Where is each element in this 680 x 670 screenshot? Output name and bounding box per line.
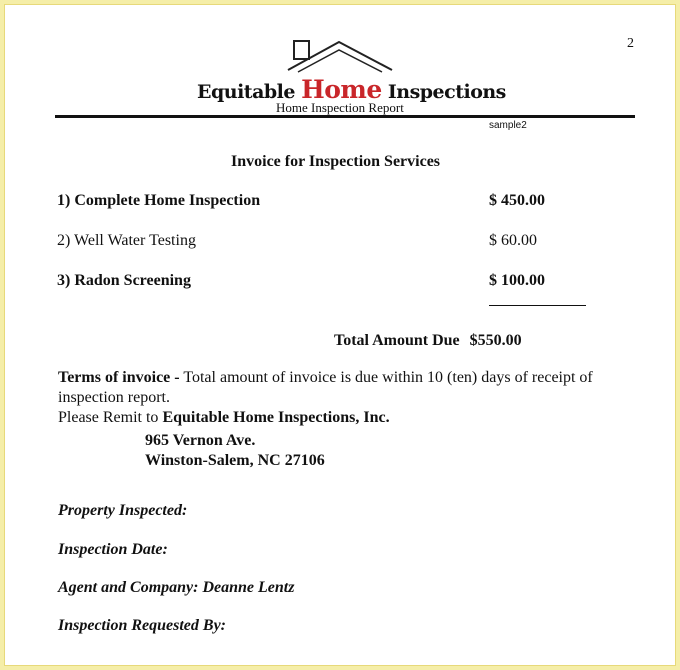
house-logo-icon bbox=[284, 38, 400, 74]
sample-label: sample2 bbox=[489, 120, 527, 131]
document-page bbox=[4, 4, 676, 666]
line-item-amount: $ 60.00 bbox=[489, 232, 537, 249]
header-divider bbox=[55, 115, 635, 118]
field-property-inspected: Property Inspected: bbox=[58, 502, 188, 519]
page-number: 2 bbox=[627, 36, 634, 51]
remit-company: Equitable Home Inspections, Inc. bbox=[162, 409, 390, 426]
field-requested-by: Inspection Requested By: bbox=[58, 617, 226, 634]
total-amount-due bbox=[334, 332, 522, 350]
line-item-description: 1) Complete Home Inspection bbox=[57, 192, 261, 209]
line-item-amount: $ 450.00 bbox=[489, 192, 545, 209]
total-value: $550.00 bbox=[469, 332, 522, 349]
terms-label: Terms of invoice - bbox=[58, 369, 180, 386]
total-label: Total Amount Due bbox=[334, 332, 460, 349]
logo-text-home: Home bbox=[301, 75, 382, 104]
terms-text: Total amount of invoice is due within 10 (ten) days of receipt of inspection report. bbox=[58, 369, 593, 406]
field-inspection-date: Inspection Date: bbox=[58, 541, 168, 558]
logo-text-equitable: Equitable bbox=[197, 81, 302, 103]
remit-prefix: Please Remit to bbox=[58, 409, 163, 426]
subtotal-rule bbox=[489, 305, 586, 306]
line-item-amount: $ 100.00 bbox=[489, 272, 545, 289]
address-street: 965 Vernon Ave. bbox=[145, 432, 256, 449]
terms-paragraph bbox=[58, 368, 636, 428]
line-item-description: 2) Well Water Testing bbox=[57, 232, 196, 249]
field-agent-company: Agent and Company: Deanne Lentz bbox=[58, 579, 295, 596]
line-item-description: 3) Radon Screening bbox=[57, 272, 191, 289]
address-city: Winston-Salem, NC 27106 bbox=[145, 452, 325, 469]
logo-text-inspections: Inspections bbox=[381, 81, 506, 103]
report-subtitle: Home Inspection Report bbox=[276, 100, 404, 115]
invoice-heading: Invoice for Inspection Services bbox=[231, 153, 441, 170]
